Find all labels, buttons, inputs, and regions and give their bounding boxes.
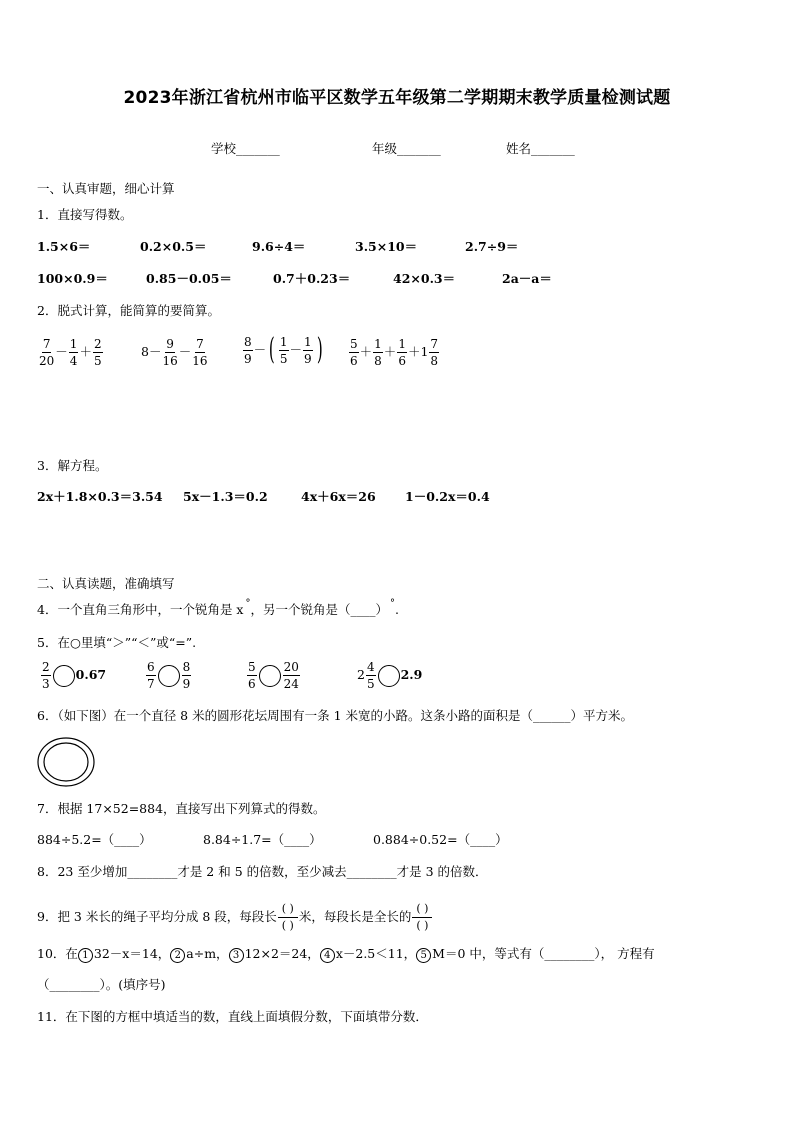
compare-circle[interactable] [53,665,75,687]
q2-expr-3: $\frac{8}{9}$ － ( $\frac{1}{5}$ － $\frac{1}{9}$ ) [244,332,323,367]
outer-circle [38,738,94,786]
q1-item: 0.85－0.05＝ [146,271,232,286]
compare-circle[interactable] [158,665,180,687]
section2-heading: 二、认真读题，准确填写 [37,576,175,591]
q3-equation: 5x－1.3＝0.2 [183,489,268,504]
q11-text: 11．在下图的方框中填适当的数，直线上面填假分数，下面填带分数． [37,1009,428,1024]
q1-item: 3.5×10＝ [355,239,418,254]
q2-label: 2．脱式计算，能简算的要简算。 [37,303,220,318]
q3-equation: 2x＋1.8×0.3＝3.54 [37,489,163,504]
q1-item: 9.6÷4＝ [252,239,306,254]
inner-circle [44,743,88,781]
q10-text: 10．在 1 32－x＝14， 2 a÷m， 3 12×2＝24， 4 x－2.5＜11， 5 M＝0 中，等式有（________）， 方程有 [37,946,655,961]
q1-item: 0.7＋0.23＝ [273,271,351,286]
page-title: 2023年浙江省杭州市临平区数学五年级第二学期期末教学质量检测试题 [123,88,671,108]
q2-expr-2: 8－ $\frac{9}{16}$ － $\frac{7}{16}$ [141,337,208,368]
flowerbed-path-figure [36,736,96,788]
q1-item: 0.2×0.5＝ [140,239,207,254]
q6-text: 6．（如下图）在一个直径 8 米的圆形花坛周围有一条 1 米宽的小路。这条小路的面积是（______）平方米。 [37,708,634,723]
q7-item: 884÷5.2=（____） [37,832,152,847]
q1-item: 2a－a＝ [502,271,552,286]
q1-item: 2.7÷9＝ [465,239,519,254]
q7-label: 7．根据 17×52=884，直接写出下列算式的得数。 [37,801,326,816]
q7-item: 0.884÷0.52=（____） [373,832,508,847]
q9-text: 9．把 3 米长的绳子平均分成 8 段，每段长 $\frac{( )}{( )}$ 米，每段长是全长的 $\frac{( )}{( )}$ [37,903,433,931]
q8-text: 8．23 至少增加________才是 2 和 5 的倍数，至少减去________才是 3 的倍数． [37,864,488,879]
q2-expr-1: $\frac{7}{20}$ － $\frac{1}{4}$ ＋ $\frac{2}{5}$ [39,337,102,368]
compare-circle[interactable] [259,665,281,687]
q1-label: 1．直接写得数。 [37,207,133,222]
q3-label: 3．解方程。 [37,458,108,473]
q1-item: 1.5×6＝ [37,239,91,254]
q3-equation: 1－0.2x＝0.4 [405,489,490,504]
section1-heading: 一、认真审题，细心计算 [37,181,175,196]
q7-item: 8.84÷1.7=（____） [203,832,322,847]
q1-item: 100×0.9＝ [37,271,108,286]
q4-text: 4．一个直角三角形中，一个锐角是 x °，另一个锐角是（____） °. [37,598,399,617]
q5-item-2: $\frac{6}{7}$ $\frac{8}{9}$ [147,660,191,691]
q5-item-3: $\frac{5}{6}$ $\frac{20}{24}$ [248,660,299,691]
name-field[interactable]: 姓名_______ [506,141,575,156]
q10-line2: （________）。(填序号) [37,977,166,992]
q5-label: 5．在○里填“＞”“＜”或“=”. [37,635,197,650]
school-field[interactable]: 学校_______ [211,141,280,156]
q2-expr-4: $\frac{5}{6}$ ＋ $\frac{1}{8}$ ＋ $\frac{1}{6}$ ＋1 $\frac{7}{8}$ [350,337,439,368]
grade-field[interactable]: 年级_______ [372,141,441,156]
q1-item: 42×0.3＝ [393,271,456,286]
compare-circle[interactable] [378,665,400,687]
q5-item-4: 2 $\frac{4}{5}$ 2.9 [357,660,423,691]
q3-equation: 4x＋6x＝26 [301,489,376,504]
q5-item-1: $\frac{2}{3}$ 0.67 [42,660,107,691]
